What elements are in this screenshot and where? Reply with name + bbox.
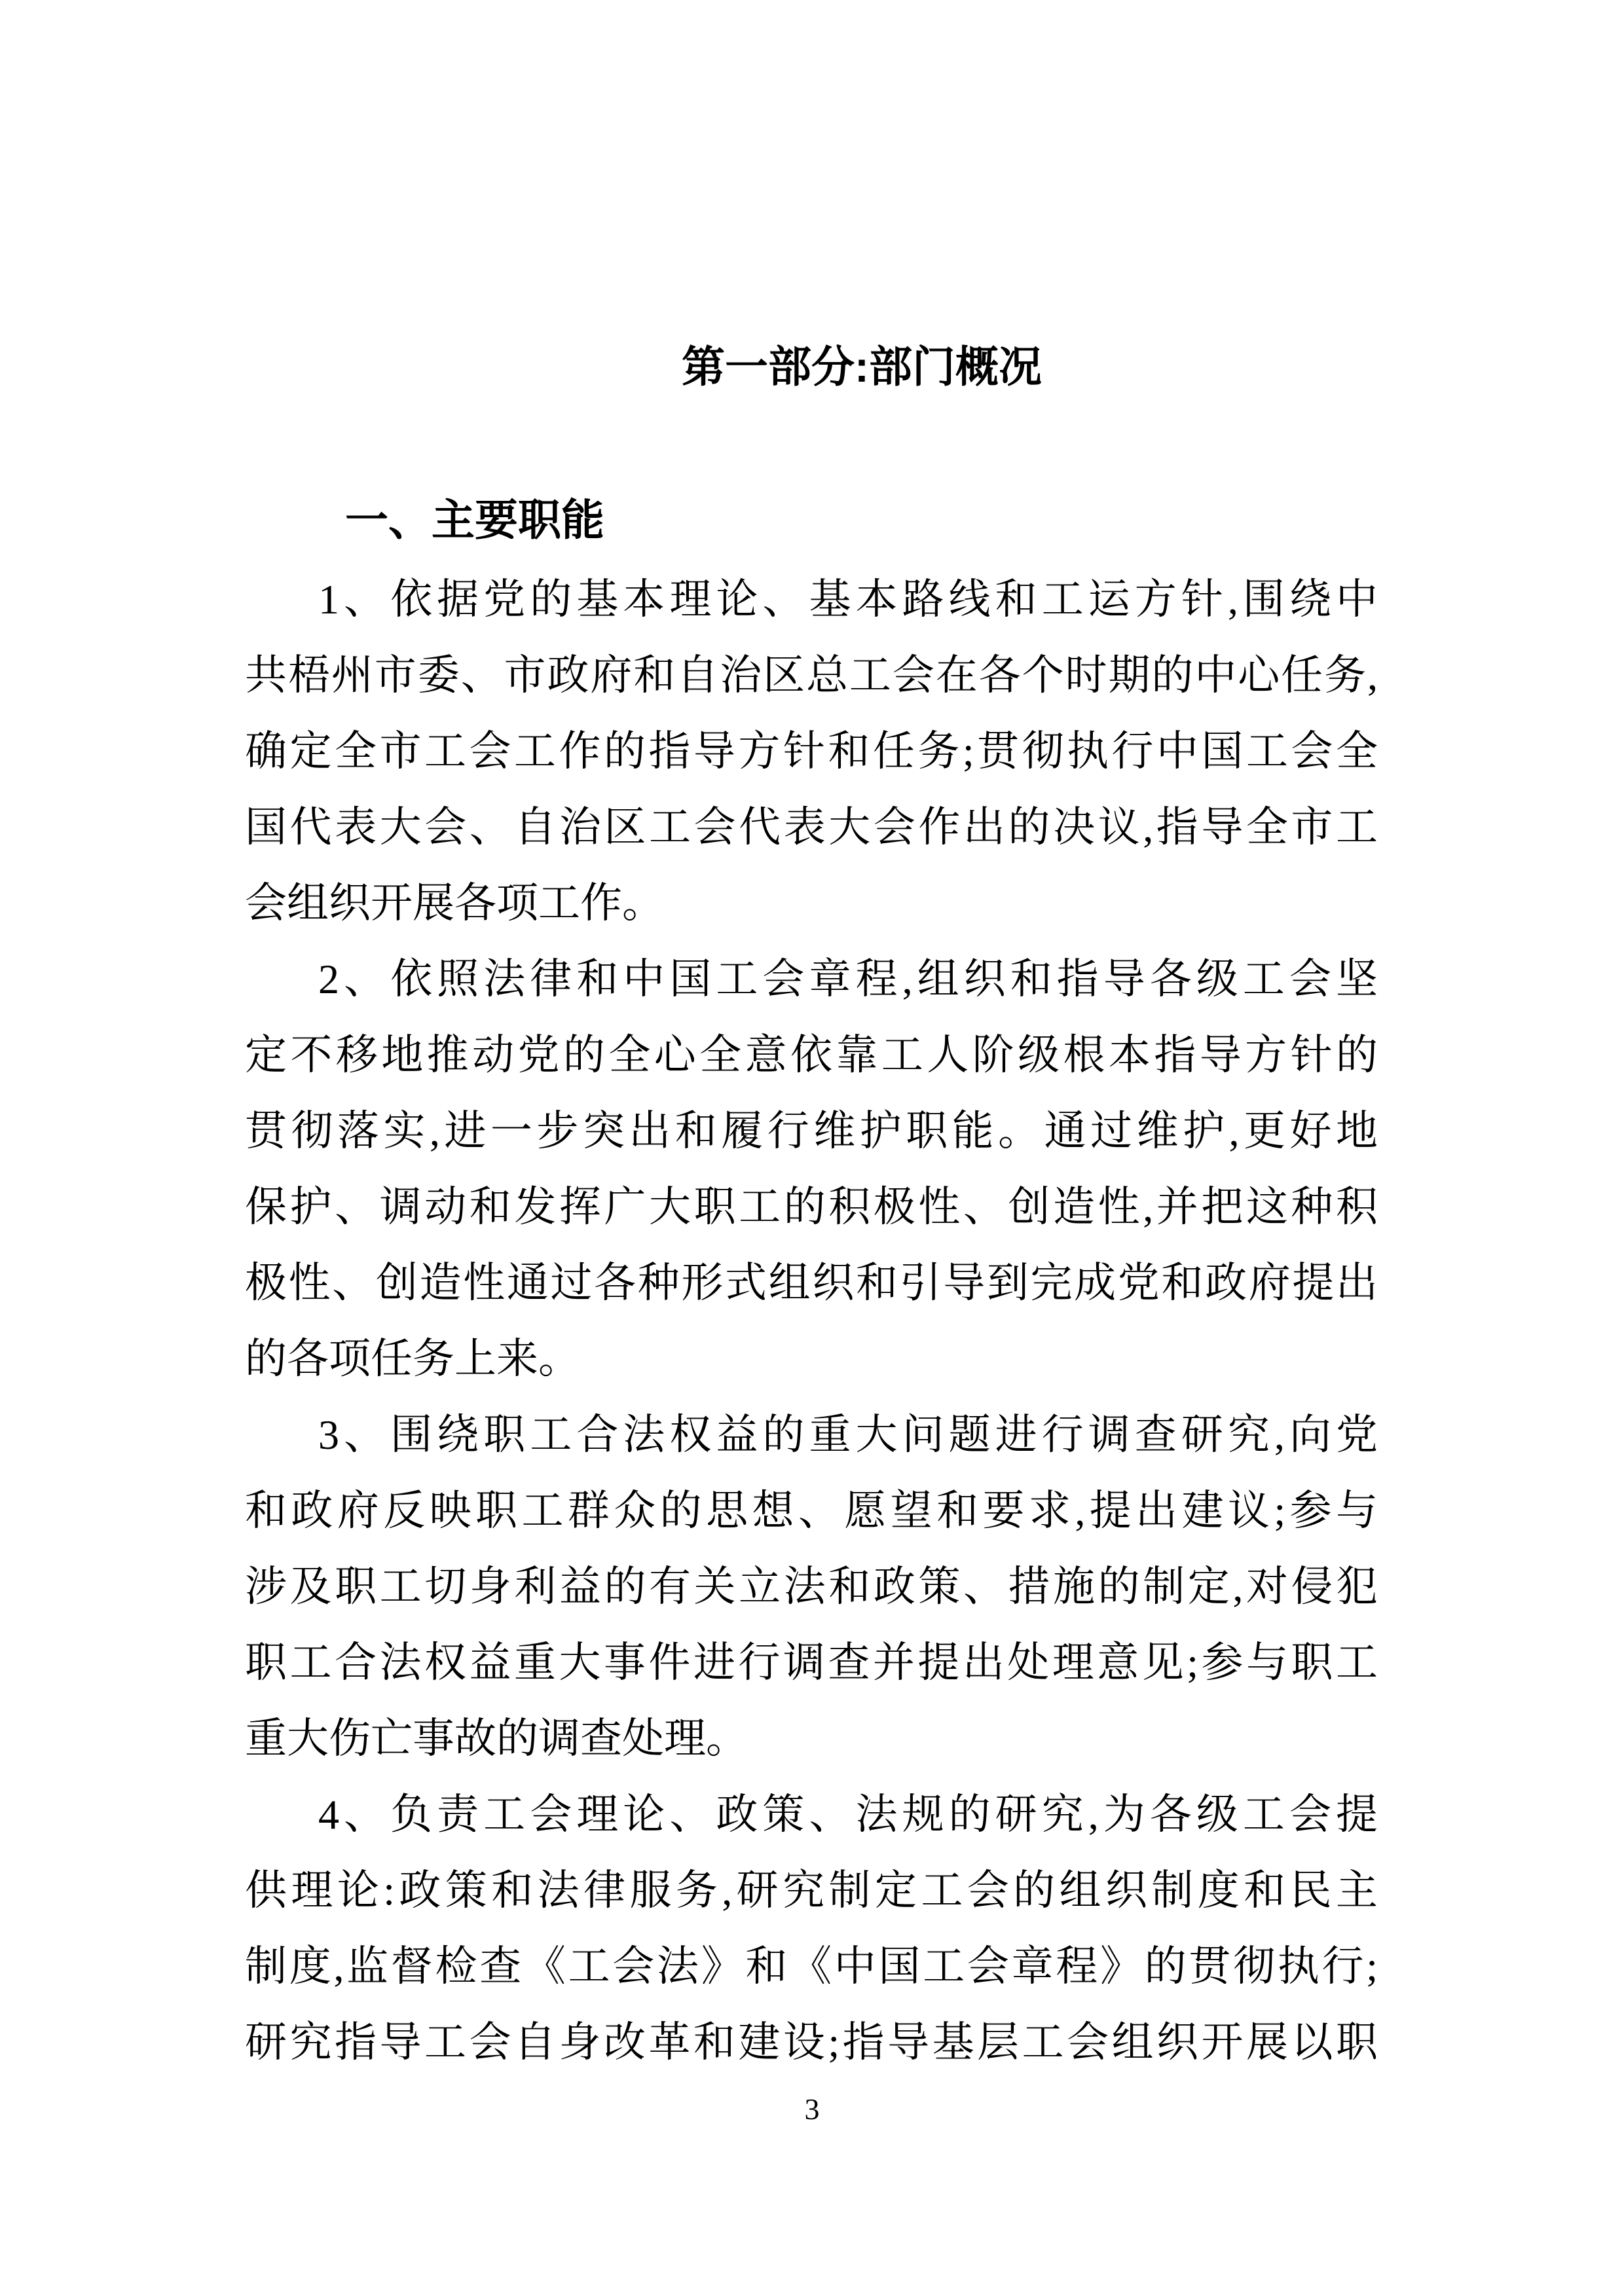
text-line: 3、围绕职工合法权益的重大问题进行调查研究,向党 — [318, 1412, 1378, 1458]
text-line: 4、负责工会理论、政策、法规的研究,为各级工会提 — [318, 1791, 1378, 1838]
page-number: 3 — [804, 2092, 820, 2126]
text-line: 确定全市工会工作的指导方针和任务;贯彻执行中国工会全 — [245, 728, 1378, 774]
page-title: 第一部分:部门概况 — [682, 342, 1042, 391]
text-line: 研究指导工会自身改革和建设;指导基层工会组织开展以职 — [245, 2019, 1378, 2066]
text-line: 的各项任务上来。 — [245, 1336, 580, 1382]
text-line: 1、依据党的基本理论、基本路线和工运方针,围绕中 — [318, 576, 1378, 623]
body-text — [245, 562, 1378, 2081]
text-line: 2、依照法律和中国工会章程,组织和指导各级工会坚 — [318, 956, 1378, 1002]
text-line: 国代表大会、自治区工会代表大会作出的决议,指导全市工 — [245, 804, 1378, 850]
text-line: 定不移地推动党的全心全意依靠工人阶级根本指导方针的 — [245, 1032, 1378, 1078]
section-heading: 一、主要职能 — [345, 496, 604, 544]
text-line: 和政府反映职工群众的思想、愿望和要求,提出建议;参与 — [245, 1487, 1378, 1534]
text-line: 制度,监督检查《工会法》和《中国工会章程》的贯彻执行; — [245, 1943, 1378, 1990]
text-line: 重大伤亡事故的调查处理。 — [245, 1715, 748, 1762]
text-line: 涉及职工切身利益的有关立法和政策、措施的制定,对侵犯 — [245, 1563, 1378, 1610]
text-line: 保护、调动和发挥广大职工的积极性、创造性,并把这种积 — [245, 1184, 1378, 1230]
text-line: 供理论:政策和法律服务,研究制定工会的组织制度和民主 — [245, 1867, 1378, 1914]
text-line: 会组织开展各项工作。 — [245, 880, 664, 926]
text-line: 极性、创造性通过各种形式组织和引导到完成党和政府提出 — [245, 1260, 1378, 1306]
text-line: 职工合法权益重大事件进行调查并提出处理意见;参与职工 — [245, 1639, 1378, 1686]
text-line: 贯彻落实,进一步突出和履行维护职能。通过维护,更好地 — [245, 1108, 1378, 1154]
text-line: 共梧州市委、市政府和自治区总工会在各个时期的中心任务, — [245, 652, 1378, 699]
